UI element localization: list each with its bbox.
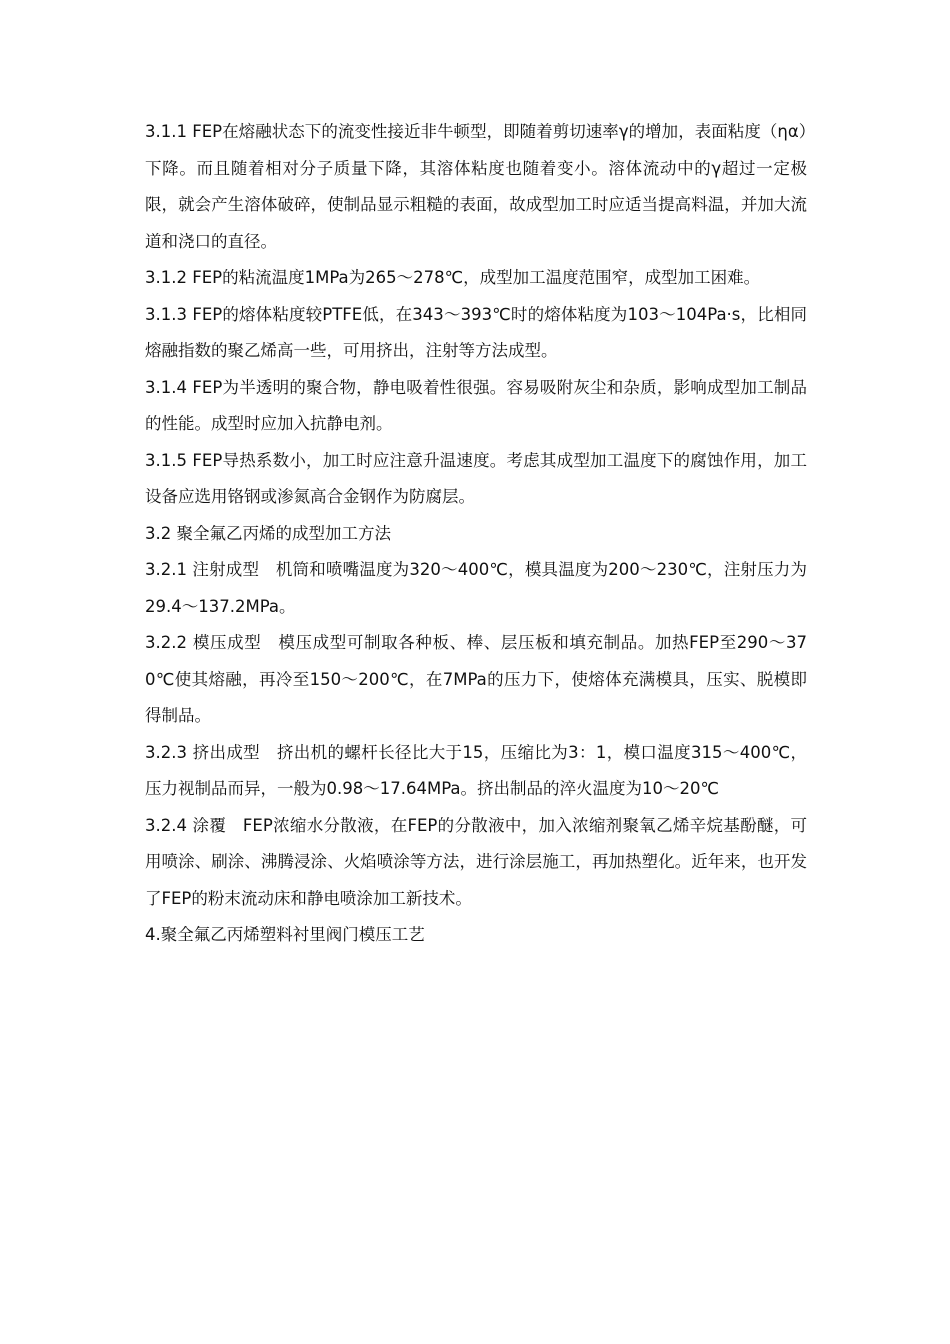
paragraph-3-1-3: 3.1.3 FEP的熔体粘度较PTFE低，在343～393℃时的熔体粘度为103～104Pa·s，比相同熔融指数的聚乙烯高一些，可用挤出，注射等方法成型。 [145, 304, 807, 360]
section-heading-3-2: 3.2 聚全氟乙丙烯的成型加工方法 [145, 523, 391, 543]
paragraph-3-2-4: 3.2.4 涂覆 FEP浓缩水分散液，在FEP的分散液中，加入浓缩剂聚氧乙烯辛烷基酚醚，可用喷涂、刷涂、沸腾浸涂、火焰喷涂等方法，进行涂层施工，再加热塑化。近年来，也开发了FEP的粉末流动床和静电喷涂加工新技术。 [145, 815, 807, 908]
paragraph-3-1-2: 3.1.2 FEP的粘流温度1MPa为265～278℃，成型加工温度范围窄，成型加工困难。 [145, 268, 761, 287]
paragraph-3-1-4: 3.1.4 FEP为半透明的聚合物，静电吸着性很强。容易吸附灰尘和杂质，影响成型加工制品的性能。成型时应加入抗静电剂。 [145, 377, 807, 433]
paragraph-3-1-1: 3.1.1 FEP在熔融状态下的流变性接近非牛顿型，即随着剪切速率γ的增加，表面粘度（ηα）下降。而且随着相对分子质量下降，其溶体粘度也随着变小。溶体流动中的γ超过一定极限，就会产生溶体破碎，使制品显示粗糙的表面，故成型加工时应适当提高料温，并加大流道和浇口的直径。 [145, 122, 807, 251]
section-heading-4: 4.聚全氟乙丙烯塑料衬里阀门模压工艺 [145, 925, 425, 944]
paragraph-3-1-5: 3.1.5 FEP导热系数小，加工时应注意升温速度。考虑其成型加工温度下的腐蚀作用，加工设备应选用铬钢或渗氮高合金钢作为防腐层。 [145, 450, 807, 506]
paragraph-3-2-2: 3.2.2 模压成型 模压成型可制取各种板、棒、层压板和填充制品。加热FEP至290～370℃使其熔融，再冷至150～200℃，在7MPa的压力下，使熔体充满模具，压实、脱模即得制品。 [145, 633, 807, 725]
paragraph-3-2-1: 3.2.1 注射成型 机筒和喷嘴温度为320～400℃，模具温度为200～230℃，注射压力为29.4～137.2MPa。 [145, 560, 807, 616]
document-body [145, 114, 807, 954]
paragraph-3-2-3: 3.2.3 挤出成型 挤出机的螺杆长径比大于15，压缩比为3：1，模口温度315～400℃，压力视制品而异，一般为0.98～17.64MPa。挤出制品的淬火温度为10～20℃ [145, 742, 807, 798]
